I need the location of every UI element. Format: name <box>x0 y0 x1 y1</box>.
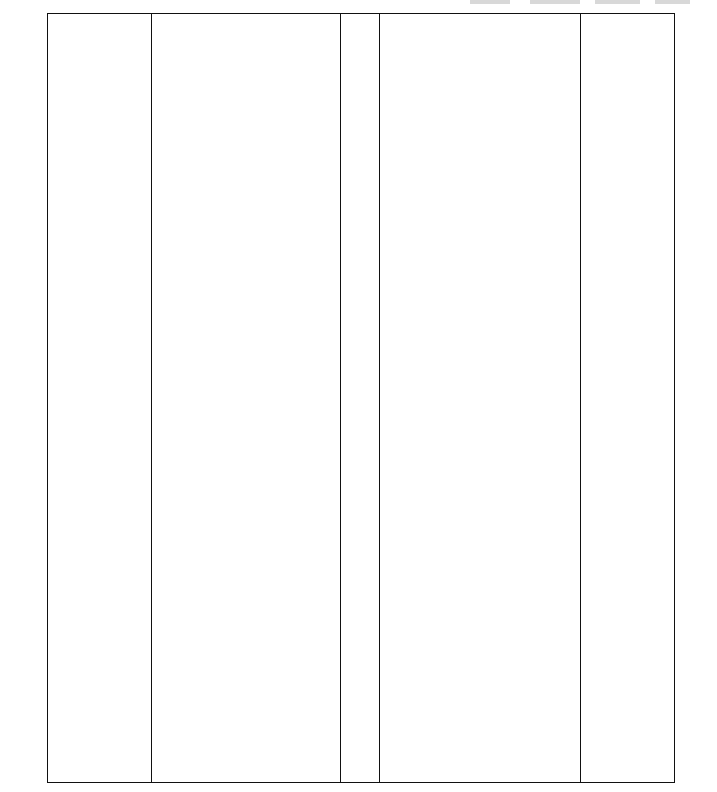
section-properties-table <box>47 13 675 783</box>
header-mark <box>530 0 580 4</box>
header-mark <box>470 0 510 4</box>
column-divider <box>151 14 152 782</box>
column-divider <box>379 14 380 782</box>
column-divider <box>340 14 341 782</box>
header-mark <box>595 0 640 4</box>
cropped-header-marks <box>470 0 690 5</box>
header-mark <box>655 0 690 4</box>
column-divider <box>580 14 581 782</box>
